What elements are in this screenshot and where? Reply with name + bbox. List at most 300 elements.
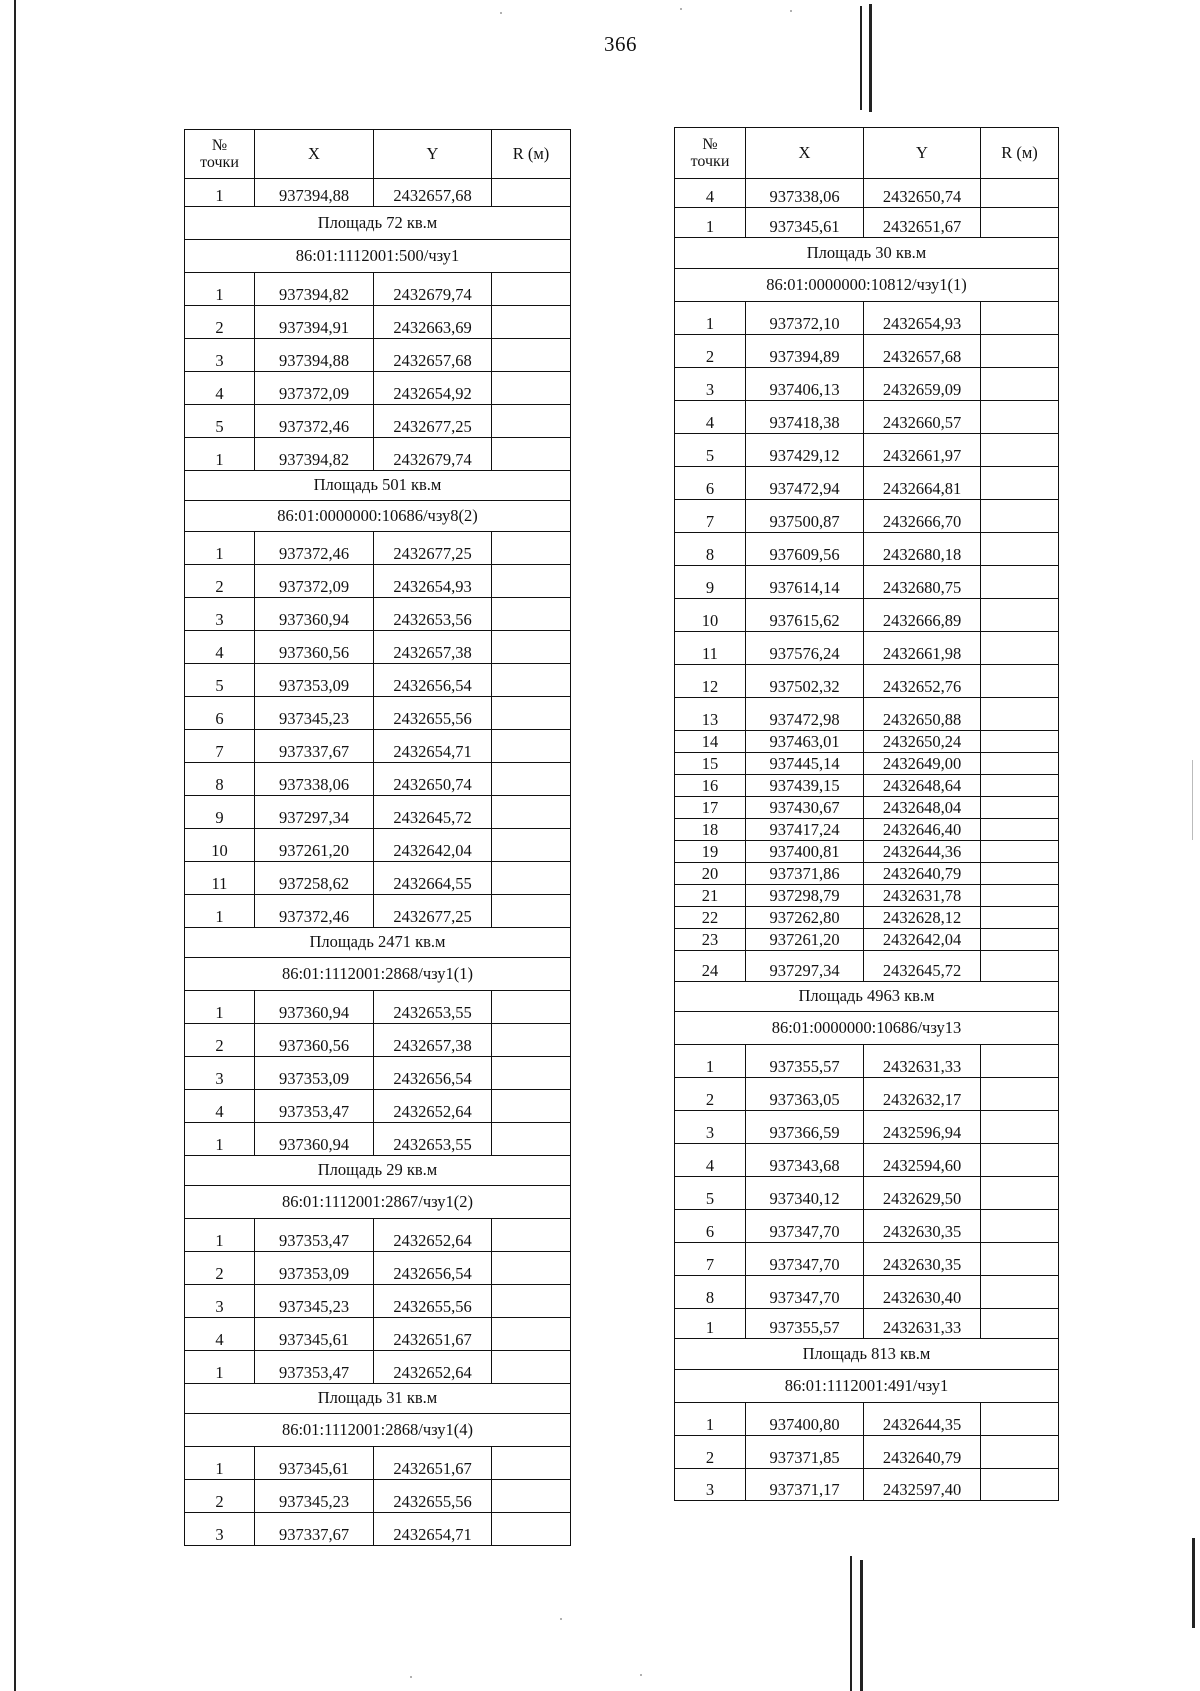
radius-cell [981, 1078, 1059, 1111]
x-coordinate-cell: 937345,23 [255, 1480, 374, 1513]
point-number-cell: 2 [185, 1024, 255, 1057]
radius-cell [981, 1243, 1059, 1276]
x-coordinate-cell: 937418,38 [746, 401, 864, 434]
area-label: Площадь 813 кв.м [675, 1339, 1059, 1370]
table-row [185, 730, 571, 763]
table-row [185, 1123, 571, 1156]
y-coordinate-cell: 2432663,69 [374, 306, 492, 339]
y-coordinate-cell: 2432657,68 [374, 339, 492, 372]
y-coordinate-cell: 2432651,67 [864, 208, 981, 238]
table-row [675, 208, 1059, 238]
table-row [675, 566, 1059, 599]
x-coordinate-cell: 937360,56 [255, 1024, 374, 1057]
x-coordinate-cell: 937372,10 [746, 302, 864, 335]
point-number-cell: 1 [675, 1309, 746, 1339]
point-number-cell: 23 [675, 929, 746, 951]
x-coordinate-cell: 937429,12 [746, 434, 864, 467]
x-coordinate-cell: 937363,05 [746, 1078, 864, 1111]
y-coordinate-cell: 2432680,75 [864, 566, 981, 599]
x-coordinate-cell: 937502,32 [746, 665, 864, 698]
table-row [675, 797, 1059, 819]
x-coordinate-cell: 937430,67 [746, 797, 864, 819]
table-row [675, 1078, 1059, 1111]
table-row [675, 1436, 1059, 1469]
radius-cell [981, 1309, 1059, 1339]
y-coordinate-cell: 2432630,40 [864, 1276, 981, 1309]
y-coordinate-cell: 2432651,67 [374, 1318, 492, 1351]
table-row [675, 1403, 1059, 1436]
table-row [185, 438, 571, 471]
header-y: Y [864, 128, 981, 179]
point-number-cell: 1 [675, 302, 746, 335]
point-number-cell: 6 [675, 467, 746, 500]
parcel-id-row [675, 1370, 1059, 1403]
y-coordinate-cell: 2432654,71 [374, 1513, 492, 1546]
table-row [675, 1045, 1059, 1078]
radius-cell [981, 1276, 1059, 1309]
radius-cell [981, 951, 1059, 982]
x-coordinate-cell: 937400,81 [746, 841, 864, 863]
parcel-id-row [185, 240, 571, 273]
x-coordinate-cell: 937400,80 [746, 1403, 864, 1436]
y-coordinate-cell: 2432649,00 [864, 753, 981, 775]
point-number-cell: 2 [185, 306, 255, 339]
y-coordinate-cell: 2432660,57 [864, 401, 981, 434]
x-coordinate-cell: 937345,61 [255, 1447, 374, 1480]
point-number-cell: 18 [675, 819, 746, 841]
header-point-number: № точки [185, 130, 255, 179]
table-row [675, 1309, 1059, 1339]
table-row [185, 1057, 571, 1090]
y-coordinate-cell: 2432650,74 [864, 179, 981, 208]
point-number-cell: 15 [675, 753, 746, 775]
point-number-cell: 4 [185, 631, 255, 664]
header-x: X [746, 128, 864, 179]
x-coordinate-cell: 937371,85 [746, 1436, 864, 1469]
point-number-cell: 7 [675, 500, 746, 533]
point-number-cell: 1 [185, 1447, 255, 1480]
area-label: Площадь 501 кв.м [185, 471, 571, 501]
radius-cell [981, 863, 1059, 885]
point-number-cell: 3 [675, 1111, 746, 1144]
point-number-cell: 9 [185, 796, 255, 829]
table-row [185, 565, 571, 598]
table-row [185, 1513, 571, 1546]
radius-cell [492, 1219, 571, 1252]
y-coordinate-cell: 2432597,40 [864, 1469, 981, 1501]
point-number-cell: 1 [675, 1403, 746, 1436]
x-coordinate-cell: 937343,68 [746, 1144, 864, 1177]
y-coordinate-cell: 2432654,71 [374, 730, 492, 763]
table-row [185, 405, 571, 438]
point-number-cell: 1 [185, 179, 255, 207]
scan-speck [500, 12, 502, 14]
x-coordinate-cell: 937355,57 [746, 1309, 864, 1339]
parcel-id-row [185, 1186, 571, 1219]
radius-cell [492, 598, 571, 631]
y-coordinate-cell: 2432680,18 [864, 533, 981, 566]
y-coordinate-cell: 2432653,55 [374, 991, 492, 1024]
y-coordinate-cell: 2432653,56 [374, 598, 492, 631]
table-row [185, 179, 571, 207]
radius-cell [492, 1285, 571, 1318]
table-row [675, 335, 1059, 368]
scan-margin-line-left [14, 0, 16, 1691]
point-number-cell: 11 [185, 862, 255, 895]
table-row [675, 1177, 1059, 1210]
x-coordinate-cell: 937406,13 [746, 368, 864, 401]
y-coordinate-cell: 2432630,35 [864, 1210, 981, 1243]
table-row [675, 368, 1059, 401]
coordinates-table-left [184, 129, 571, 1546]
x-coordinate-cell: 937337,67 [255, 730, 374, 763]
radius-cell [981, 1111, 1059, 1144]
point-number-cell: 2 [185, 1480, 255, 1513]
x-coordinate-cell: 937345,23 [255, 697, 374, 730]
x-coordinate-cell: 937576,24 [746, 632, 864, 665]
y-coordinate-cell: 2432656,54 [374, 664, 492, 697]
point-number-cell: 1 [185, 532, 255, 565]
radius-cell [492, 895, 571, 928]
y-coordinate-cell: 2432655,56 [374, 1285, 492, 1318]
y-coordinate-cell: 2432666,70 [864, 500, 981, 533]
point-number-cell: 1 [185, 895, 255, 928]
radius-cell [492, 829, 571, 862]
point-number-cell: 1 [185, 1351, 255, 1384]
x-coordinate-cell: 937347,70 [746, 1243, 864, 1276]
y-coordinate-cell: 2432657,38 [374, 631, 492, 664]
table-row [185, 273, 571, 306]
table-row [185, 1024, 571, 1057]
y-coordinate-cell: 2432657,68 [864, 335, 981, 368]
header-y: Y [374, 130, 492, 179]
y-coordinate-cell: 2432644,36 [864, 841, 981, 863]
point-number-cell: 13 [675, 698, 746, 731]
radius-cell [492, 991, 571, 1024]
radius-cell [981, 885, 1059, 907]
x-coordinate-cell: 937366,59 [746, 1111, 864, 1144]
table-row [185, 1480, 571, 1513]
y-coordinate-cell: 2432677,25 [374, 895, 492, 928]
radius-cell [981, 1469, 1059, 1501]
x-coordinate-cell: 937345,61 [746, 208, 864, 238]
radius-cell [981, 302, 1059, 335]
parcel-id-row [675, 1012, 1059, 1045]
table-row [675, 533, 1059, 566]
parcel-id-row [675, 269, 1059, 302]
radius-cell [981, 368, 1059, 401]
header-point-number: № точки [675, 128, 746, 179]
x-coordinate-cell: 937372,46 [255, 532, 374, 565]
y-coordinate-cell: 2432645,72 [864, 951, 981, 982]
table-row [185, 532, 571, 565]
x-coordinate-cell: 937371,86 [746, 863, 864, 885]
table-row [675, 401, 1059, 434]
x-coordinate-cell: 937353,47 [255, 1219, 374, 1252]
header-x: X [255, 130, 374, 179]
point-number-cell: 5 [185, 664, 255, 697]
table-row [185, 631, 571, 664]
x-coordinate-cell: 937360,94 [255, 598, 374, 631]
point-number-cell: 3 [185, 339, 255, 372]
x-coordinate-cell: 937345,23 [255, 1285, 374, 1318]
table-row [185, 697, 571, 730]
y-coordinate-cell: 2432650,74 [374, 763, 492, 796]
y-coordinate-cell: 2432677,25 [374, 405, 492, 438]
point-number-cell: 8 [675, 533, 746, 566]
x-coordinate-cell: 937262,80 [746, 907, 864, 929]
y-coordinate-cell: 2432655,56 [374, 1480, 492, 1513]
radius-cell [492, 1318, 571, 1351]
x-coordinate-cell: 937394,82 [255, 273, 374, 306]
point-number-cell: 4 [185, 372, 255, 405]
table-row [675, 467, 1059, 500]
table-row [675, 775, 1059, 797]
scan-speck [640, 1674, 642, 1676]
radius-cell [981, 335, 1059, 368]
point-number-cell: 16 [675, 775, 746, 797]
radius-cell [981, 1045, 1059, 1078]
table-row [185, 1351, 571, 1384]
page-number: 366 [604, 32, 637, 56]
point-number-cell: 1 [675, 208, 746, 238]
radius-cell [981, 208, 1059, 238]
point-number-cell: 17 [675, 797, 746, 819]
y-coordinate-cell: 2432648,04 [864, 797, 981, 819]
table-row [675, 599, 1059, 632]
point-number-cell: 20 [675, 863, 746, 885]
parcel-id-label: 86:01:1112001:500/чзу1 [185, 240, 571, 273]
point-number-cell: 9 [675, 566, 746, 599]
area-row [675, 238, 1059, 269]
x-coordinate-cell: 937337,67 [255, 1513, 374, 1546]
radius-cell [492, 631, 571, 664]
radius-cell [981, 753, 1059, 775]
point-number-cell: 1 [185, 1123, 255, 1156]
radius-cell [492, 1024, 571, 1057]
radius-cell [492, 273, 571, 306]
radius-cell [492, 1513, 571, 1546]
point-number-cell: 2 [675, 1436, 746, 1469]
x-coordinate-cell: 937347,70 [746, 1276, 864, 1309]
x-coordinate-cell: 937353,09 [255, 1057, 374, 1090]
x-coordinate-cell: 937394,88 [255, 179, 374, 207]
area-row [185, 207, 571, 240]
radius-cell [492, 1090, 571, 1123]
radius-cell [492, 862, 571, 895]
radius-cell [492, 1123, 571, 1156]
radius-cell [981, 1436, 1059, 1469]
x-coordinate-cell: 937297,34 [255, 796, 374, 829]
point-number-cell: 3 [675, 1469, 746, 1501]
point-number-cell: 1 [185, 438, 255, 471]
point-number-cell: 21 [675, 885, 746, 907]
point-number-cell: 6 [185, 697, 255, 730]
point-number-cell: 7 [675, 1243, 746, 1276]
y-coordinate-cell: 2432677,25 [374, 532, 492, 565]
y-coordinate-cell: 2432644,35 [864, 1403, 981, 1436]
radius-cell [492, 697, 571, 730]
x-coordinate-cell: 937372,09 [255, 565, 374, 598]
area-row [185, 928, 571, 958]
point-number-cell: 3 [675, 368, 746, 401]
radius-cell [492, 405, 571, 438]
y-coordinate-cell: 2432657,68 [374, 179, 492, 207]
radius-cell [981, 179, 1059, 208]
point-number-cell: 4 [675, 179, 746, 208]
table-row [675, 500, 1059, 533]
y-coordinate-cell: 2432664,81 [864, 467, 981, 500]
y-coordinate-cell: 2432640,79 [864, 863, 981, 885]
radius-cell [981, 1210, 1059, 1243]
radius-cell [981, 775, 1059, 797]
y-coordinate-cell: 2432659,09 [864, 368, 981, 401]
y-coordinate-cell: 2432652,64 [374, 1090, 492, 1123]
y-coordinate-cell: 2432632,17 [864, 1078, 981, 1111]
y-coordinate-cell: 2432651,67 [374, 1447, 492, 1480]
y-coordinate-cell: 2432631,33 [864, 1309, 981, 1339]
y-coordinate-cell: 2432679,74 [374, 273, 492, 306]
table-row [675, 1243, 1059, 1276]
point-number-cell: 7 [185, 730, 255, 763]
area-label: Площадь 2471 кв.м [185, 928, 571, 958]
area-row [185, 471, 571, 501]
point-number-cell: 2 [185, 1252, 255, 1285]
table-row [675, 885, 1059, 907]
point-number-cell: 19 [675, 841, 746, 863]
y-coordinate-cell: 2432648,64 [864, 775, 981, 797]
table-row [185, 862, 571, 895]
x-coordinate-cell: 937353,09 [255, 1252, 374, 1285]
point-number-cell: 4 [185, 1318, 255, 1351]
x-coordinate-cell: 937609,56 [746, 533, 864, 566]
radius-cell [981, 731, 1059, 753]
scan-line-top-right-b [869, 4, 872, 112]
x-coordinate-cell: 937261,20 [255, 829, 374, 862]
coordinates-table-right [674, 127, 1059, 1501]
x-coordinate-cell: 937371,17 [746, 1469, 864, 1501]
table-row [185, 796, 571, 829]
point-number-cell: 10 [675, 599, 746, 632]
x-coordinate-cell: 937439,15 [746, 775, 864, 797]
table-row [675, 1210, 1059, 1243]
parcel-id-row [185, 501, 571, 532]
radius-cell [981, 698, 1059, 731]
scan-line-top-right-a [860, 6, 862, 110]
table-row [675, 1144, 1059, 1177]
table-row [675, 632, 1059, 665]
scan-speck [560, 1618, 562, 1620]
y-coordinate-cell: 2432655,56 [374, 697, 492, 730]
x-coordinate-cell: 937614,14 [746, 566, 864, 599]
table-row [675, 841, 1059, 863]
radius-cell [981, 599, 1059, 632]
radius-cell [981, 434, 1059, 467]
x-coordinate-cell: 937372,09 [255, 372, 374, 405]
x-coordinate-cell: 937394,82 [255, 438, 374, 471]
point-number-cell: 3 [185, 1513, 255, 1546]
parcel-id-label: 86:01:0000000:10686/чзу13 [675, 1012, 1059, 1045]
radius-cell [981, 1177, 1059, 1210]
table-row [675, 1469, 1059, 1501]
parcel-id-label: 86:01:1112001:2868/чзу1(1) [185, 958, 571, 991]
x-coordinate-cell: 937338,06 [746, 179, 864, 208]
point-number-cell: 1 [675, 1045, 746, 1078]
point-number-cell: 1 [185, 273, 255, 306]
parcel-id-row [185, 1414, 571, 1447]
point-number-cell: 14 [675, 731, 746, 753]
area-label: Площадь 4963 кв.м [675, 982, 1059, 1012]
y-coordinate-cell: 2432679,74 [374, 438, 492, 471]
y-coordinate-cell: 2432642,04 [864, 929, 981, 951]
x-coordinate-cell: 937372,46 [255, 405, 374, 438]
header-radius: R (м) [981, 128, 1059, 179]
radius-cell [492, 532, 571, 565]
radius-cell [981, 929, 1059, 951]
radius-cell [492, 306, 571, 339]
parcel-id-label: 86:01:1112001:2867/чзу1(2) [185, 1186, 571, 1219]
table-row [185, 598, 571, 631]
y-coordinate-cell: 2432596,94 [864, 1111, 981, 1144]
area-row [675, 1339, 1059, 1370]
point-number-cell: 22 [675, 907, 746, 929]
table-row [675, 907, 1059, 929]
parcel-id-label: 86:01:0000000:10812/чзу1(1) [675, 269, 1059, 302]
area-row [185, 1156, 571, 1186]
scan-speck [680, 8, 682, 10]
area-label: Площадь 30 кв.м [675, 238, 1059, 269]
point-number-cell: 3 [185, 1285, 255, 1318]
radius-cell [981, 841, 1059, 863]
radius-cell [981, 797, 1059, 819]
scan-line-right-faint [1192, 760, 1193, 840]
x-coordinate-cell: 937394,89 [746, 335, 864, 368]
y-coordinate-cell: 2432654,93 [864, 302, 981, 335]
x-coordinate-cell: 937338,06 [255, 763, 374, 796]
point-number-cell: 11 [675, 632, 746, 665]
point-number-cell: 10 [185, 829, 255, 862]
y-coordinate-cell: 2432628,12 [864, 907, 981, 929]
point-number-cell: 2 [185, 565, 255, 598]
x-coordinate-cell: 937445,14 [746, 753, 864, 775]
table-row [675, 929, 1059, 951]
table-row [675, 434, 1059, 467]
y-coordinate-cell: 2432640,79 [864, 1436, 981, 1469]
radius-cell [492, 438, 571, 471]
table-row [675, 731, 1059, 753]
table-row [185, 1252, 571, 1285]
x-coordinate-cell: 937394,88 [255, 339, 374, 372]
point-number-cell: 5 [675, 434, 746, 467]
area-label: Площадь 29 кв.м [185, 1156, 571, 1186]
y-coordinate-cell: 2432652,64 [374, 1351, 492, 1384]
x-coordinate-cell: 937360,56 [255, 631, 374, 664]
x-coordinate-cell: 937360,94 [255, 1123, 374, 1156]
scan-line-bottom-a [850, 1556, 852, 1691]
table-row [675, 179, 1059, 208]
point-number-cell: 24 [675, 951, 746, 982]
point-number-cell: 4 [675, 401, 746, 434]
table-row [675, 951, 1059, 982]
radius-cell [492, 339, 571, 372]
point-number-cell: 2 [675, 1078, 746, 1111]
point-number-cell: 4 [185, 1090, 255, 1123]
parcel-id-label: 86:01:1112001:491/чзу1 [675, 1370, 1059, 1403]
x-coordinate-cell: 937500,87 [746, 500, 864, 533]
table-row [675, 753, 1059, 775]
point-number-cell: 12 [675, 665, 746, 698]
table-row [185, 1090, 571, 1123]
